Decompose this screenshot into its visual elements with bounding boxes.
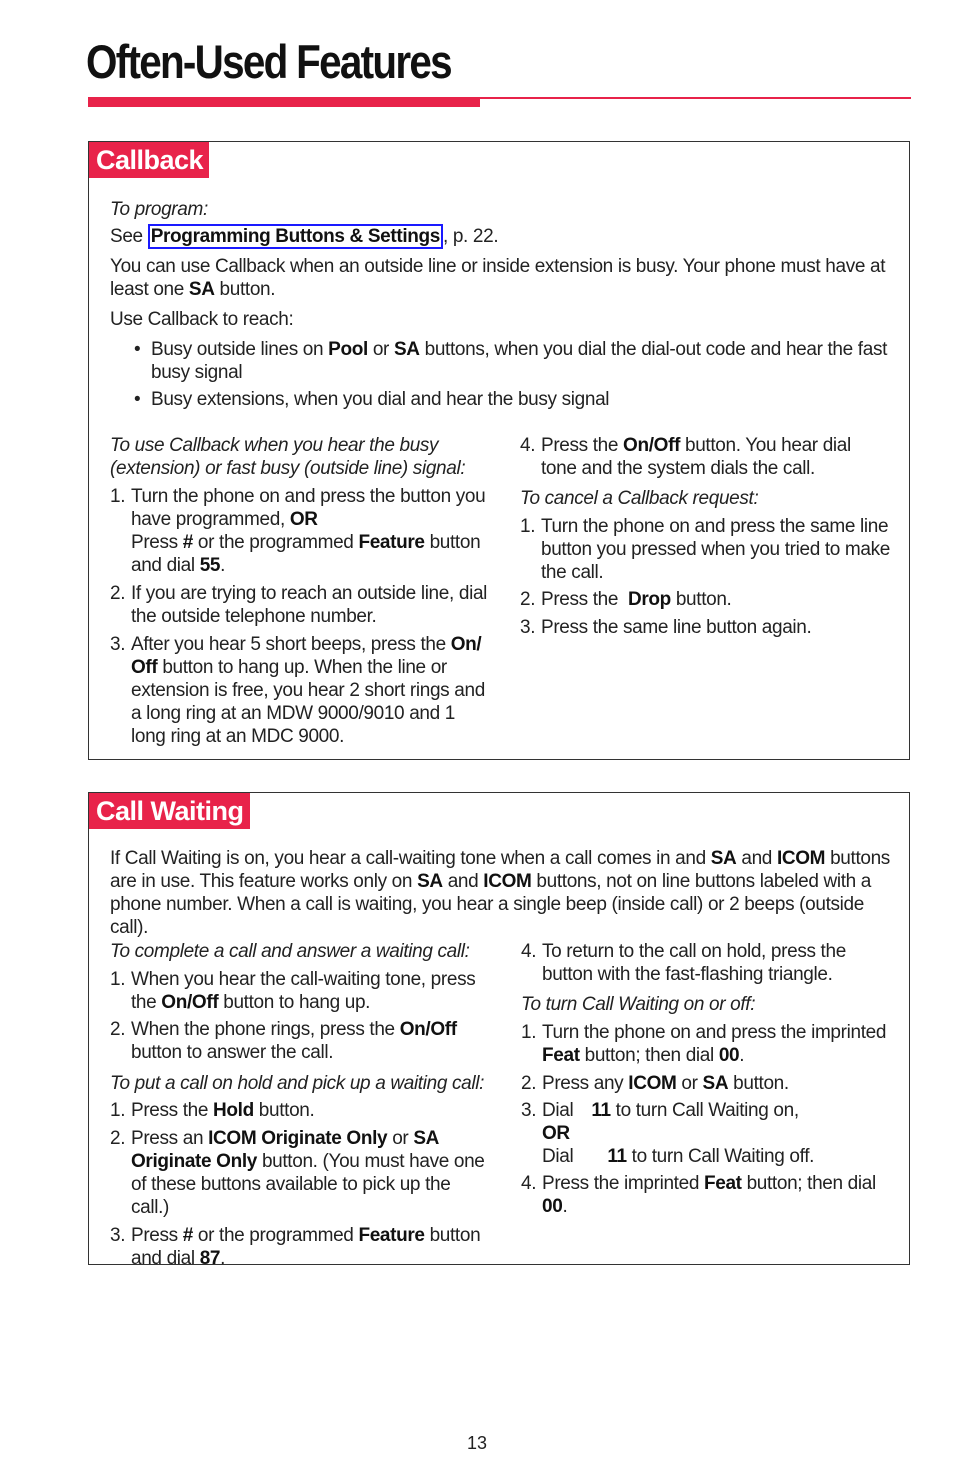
complete-steps [110, 968, 490, 1064]
step-text: button; then dial [579, 1045, 719, 1066]
title-accent-bar [88, 97, 480, 107]
drop-label: Drop [627, 589, 671, 610]
step-number: 3. [521, 1100, 537, 1121]
programming-link[interactable]: Programming Buttons & Settings [148, 224, 443, 249]
intro-part: and [442, 871, 484, 892]
use-heading: To use Callback when you hear the busy (extension) or fast busy (outside line) signal: [110, 435, 466, 479]
step-number: 2. [521, 1073, 537, 1094]
sa-label: SA [188, 279, 215, 300]
intro-part: If Call Waiting is on, you hear a call-waiting tone when a call comes in and [110, 848, 711, 869]
step-text: . [739, 1045, 745, 1066]
callback-use-column [110, 434, 490, 748]
list-item [110, 633, 490, 748]
feat-label: Feat [703, 1173, 742, 1194]
list-item [110, 1018, 490, 1064]
sa-label: SA [393, 339, 420, 360]
step-text: or [676, 1073, 703, 1094]
reach-list [110, 338, 895, 411]
step-text: button. [728, 1073, 789, 1094]
sa-label: SA [710, 848, 737, 869]
callback-section [88, 141, 910, 760]
step-text: Press the [131, 1100, 214, 1121]
or-text: or [367, 339, 394, 360]
icom-label: ICOM [776, 848, 826, 869]
icom-originate-label: ICOM Originate Only [208, 1128, 388, 1149]
dial-text: Dial [542, 1146, 574, 1167]
step-number: 2. [110, 583, 126, 604]
call-waiting-left-column [110, 940, 490, 1270]
dial-code: 55 [199, 555, 221, 576]
list-item [110, 968, 490, 1014]
use-steps-continued [520, 434, 890, 480]
list-item [520, 616, 890, 639]
step-text: or [387, 1128, 414, 1149]
pool-label: Pool [328, 339, 368, 360]
step-text: Turn the phone on and press the same line button you pressed when you tried to make the call. [541, 516, 890, 583]
toggle-steps [521, 1021, 893, 1218]
page-number: 13 [466, 1433, 488, 1453]
sa-originate-label: SA Originate Only [131, 1128, 439, 1172]
step-number: 1. [110, 486, 126, 507]
step-number: 2. [110, 1019, 126, 1040]
intro-part: buttons, not on line buttons labeled with a phone number. When a call is waiting, you hear a single beep (inside call) or 2 beeps (outside call). [110, 871, 872, 938]
use-steps [110, 485, 490, 748]
dial-code: 11 [591, 1100, 611, 1121]
see-reference [110, 225, 895, 248]
or-label: OR [542, 1123, 570, 1144]
sa-label: SA [417, 871, 443, 892]
step-text: Press the [541, 589, 628, 610]
bullet-text: Busy outside lines on [151, 339, 329, 360]
dial-text: Dial [542, 1100, 574, 1121]
dial-code: 00 [542, 1196, 563, 1217]
step-text: button. [253, 1100, 315, 1121]
call-waiting-right-column [521, 940, 893, 1218]
step-number: 4. [521, 941, 537, 962]
cancel-steps [520, 515, 890, 639]
list-item [132, 338, 895, 384]
desc-text: You can use Callback when an outside line or inside extension is busy. Your phone must have at least one [110, 256, 886, 300]
list-item [110, 1224, 490, 1270]
step-number: 3. [110, 1225, 126, 1246]
list-item [521, 1099, 893, 1168]
step-number: 4. [520, 435, 536, 456]
icom-label: ICOM [628, 1073, 677, 1094]
step-text: Press the same line button again. [541, 617, 812, 638]
list-item [520, 515, 890, 584]
step-number: 2. [110, 1128, 126, 1149]
step-text: button. You hear dial tone and the system dials the call. [541, 435, 851, 479]
step-text: After you hear 5 short beeps, press the [131, 634, 451, 655]
callback-description [110, 255, 895, 301]
hash-key: # [182, 532, 193, 553]
list-item [521, 1172, 893, 1218]
step-text: Press the [541, 435, 624, 456]
hold-heading: To put a call on hold and pick up a waiting call: [110, 1073, 485, 1094]
hash-key: # [182, 1225, 193, 1246]
use-to-reach: Use Callback to reach: [110, 309, 294, 330]
step-text: When the phone rings, press the [131, 1019, 400, 1040]
step-text: button and dial [131, 532, 481, 576]
step-text: to turn Call Waiting on, [610, 1100, 799, 1121]
list-item [110, 582, 490, 628]
step-number: 1. [520, 516, 536, 537]
step-text: to turn Call Waiting off. [626, 1146, 815, 1167]
bullet-text: Busy extensions, when you dial and hear the busy signal [151, 389, 610, 410]
desc-text-end: button. [214, 279, 276, 300]
callback-heading: Callback [89, 142, 209, 178]
call-waiting-section [88, 792, 910, 1269]
step-number: 4. [521, 1173, 537, 1194]
hold-steps-continued [521, 940, 893, 986]
step-text: . [220, 1248, 226, 1269]
list-item [110, 1127, 490, 1219]
step-text: button to answer the call. [131, 1042, 334, 1063]
toggle-heading: To turn Call Waiting on or off: [521, 994, 756, 1015]
icom-label: ICOM [483, 871, 532, 892]
step-text: button. (You must have one of these buttons available to pick up the call.) [131, 1151, 485, 1218]
hold-steps [110, 1099, 490, 1270]
step-text: button and dial [131, 1225, 481, 1269]
call-waiting-heading: Call Waiting [89, 793, 250, 829]
list-item [521, 940, 893, 986]
step-number: 1. [110, 969, 126, 990]
on-off-label: On/Off [623, 435, 681, 456]
callback-right-column [520, 434, 890, 639]
step-text: When you hear the call-waiting tone, press the [131, 969, 476, 1013]
list-item [520, 434, 890, 480]
callback-intro [110, 198, 895, 411]
complete-heading: To complete a call and answer a waiting call: [110, 941, 470, 962]
step-text: Press any [542, 1073, 629, 1094]
step-text: If you are trying to reach an outside line, dial the outside telephone number. [131, 583, 488, 627]
step-text: Press the imprinted [542, 1173, 704, 1194]
feature-label: Feature [358, 1225, 425, 1246]
cancel-heading: To cancel a Callback request: [520, 488, 759, 509]
step-text: To return to the call on hold, press the button with the fast-flashing triangle. [542, 941, 846, 985]
step-text: Press [131, 532, 183, 553]
step-number: 3. [520, 617, 536, 638]
intro-part: buttons are in use. This feature works only on [110, 848, 890, 892]
step-text: . [562, 1196, 568, 1217]
step-text: Turn the phone on and press the imprinted [542, 1022, 887, 1043]
intro-part: and [736, 848, 777, 869]
step-text: . [220, 555, 226, 576]
step-number: 1. [110, 1100, 126, 1121]
feature-label: Feature [358, 532, 425, 553]
list-item [520, 588, 890, 611]
bullet-text-end: buttons, when you dial the dial-out code and hear the fast busy signal [151, 339, 888, 383]
step-number: 1. [521, 1022, 537, 1043]
call-waiting-intro [110, 847, 895, 939]
step-text: or the programmed [192, 532, 359, 553]
on-off-label: On/Off [161, 992, 219, 1013]
step-text: button to hang up. When the line or extension is free, you hear 2 short rings and a long ring at an MDW 9000/9010 and 1 long ring at an MDC 9000. [131, 657, 485, 747]
page-title: Often-Used Features [86, 35, 451, 88]
step-text: Press an [131, 1128, 209, 1149]
hold-label: Hold [213, 1100, 254, 1121]
list-item [110, 1099, 490, 1122]
step-text: Turn the phone on and press the button you have programmed, [131, 486, 486, 530]
dial-code: 11 [607, 1146, 627, 1167]
on-off-label: On/Off [399, 1019, 457, 1040]
list-item [521, 1072, 893, 1095]
sa-label: SA [702, 1073, 729, 1094]
step-text: Press [131, 1225, 183, 1246]
dial-code: 00 [718, 1045, 740, 1066]
step-text: or the programmed [192, 1225, 359, 1246]
step-number: 3. [110, 634, 126, 655]
step-text: button to hang up. [218, 992, 371, 1013]
or-label: OR [289, 509, 318, 530]
see-suffix: , p. 22. [442, 226, 499, 247]
see-prefix: See [110, 226, 148, 247]
on-off-label: On/ Off [131, 634, 482, 678]
feat-label: Feat [542, 1045, 580, 1066]
step-text: button. [670, 589, 732, 610]
list-item [521, 1021, 893, 1067]
list-item [110, 485, 490, 577]
program-label: To program: [110, 199, 208, 220]
step-number: 2. [520, 589, 536, 610]
dial-code: 87 [199, 1248, 221, 1269]
step-text: button; then dial [741, 1173, 876, 1194]
list-item [132, 388, 895, 411]
intro-text [110, 847, 895, 939]
